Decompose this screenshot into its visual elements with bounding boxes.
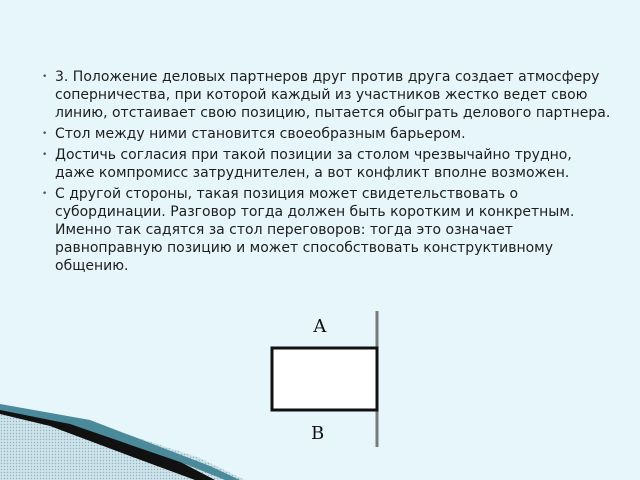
- position-label-b: В: [311, 423, 325, 444]
- table-rectangle: [272, 348, 377, 410]
- bullet-text: С другой стороны, такая позиция может свидетельствовать о субординации. Разговор тогда должен быть коротким и конкретным. Именно так садятся за стол переговоров: тогда это означает равноправную позицию и может способствовать конструктивному общению.: [55, 186, 575, 274]
- bullet-icon: •: [42, 72, 48, 82]
- bullet-icon: •: [42, 129, 48, 139]
- bullet-text: Стол между ними становится своеобразным барьером.: [55, 126, 466, 142]
- bullet-icon: •: [42, 150, 48, 160]
- bullet-text: 3. Положение деловых партнеров друг против друга создает атмосферу соперничества, при которой каждый из участников жестко ведет свою линию, отстаивает свою позицию, пытается обыграть делового партнера.: [55, 69, 611, 121]
- bullet-icon: •: [42, 189, 48, 199]
- position-label-a: А: [313, 316, 327, 337]
- bullet-text: Достичь согласия при такой позиции за столом чрезвычайно трудно, даже компромисс затруднителен, а вот конфликт вполне возможен.: [55, 147, 572, 181]
